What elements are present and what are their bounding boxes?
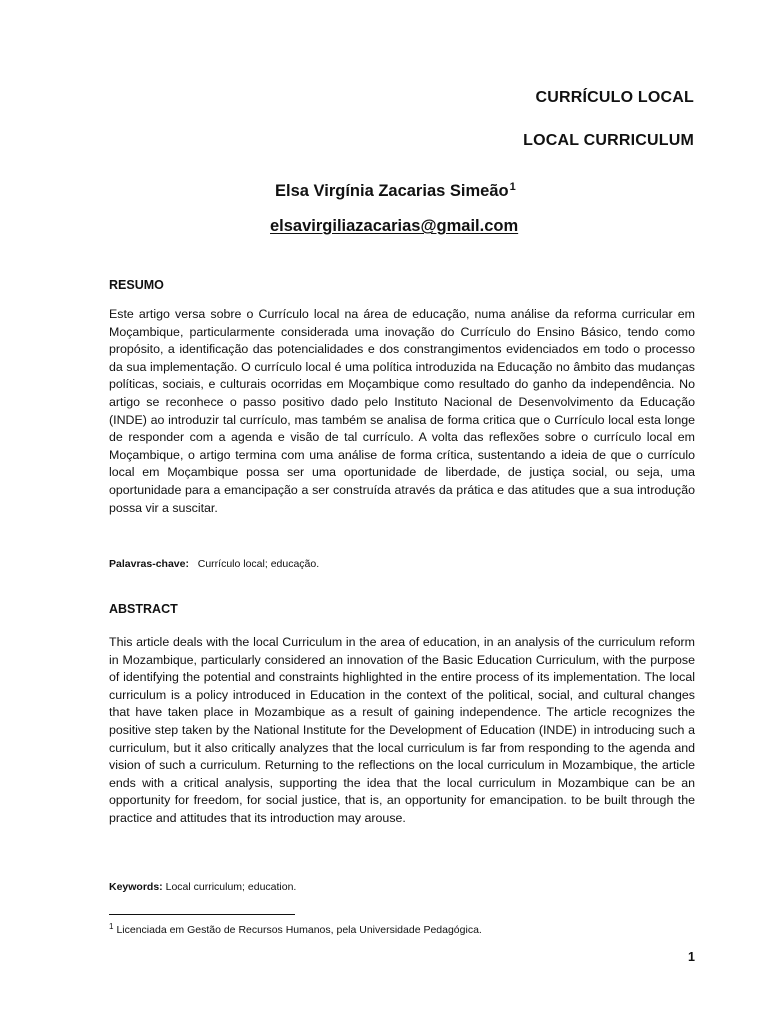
- author-name-text: Elsa Virgínia Zacarias Simeão: [275, 182, 509, 200]
- footnote-text: Licenciada em Gestão de Recursos Humanos, pela Universidade Pedagógica.: [116, 924, 482, 936]
- keywords-label: Keywords:: [109, 881, 163, 893]
- page-number: 1: [688, 950, 695, 964]
- palavras-chave-value: Currículo local; educação.: [197, 558, 320, 570]
- author-name: [275, 181, 516, 201]
- palavras-chave-label: Palavras-chave:: [109, 558, 189, 570]
- author-footnote-mark: 1: [509, 181, 516, 193]
- abstract-paragraph: This article deals with the local Curriculum in the area of education, in an analysis of the curriculum reform in Mozambique, particularly considered an innovation of the Basic Education Curriculum, with the purpose of identifying the potential and constraints highlighted in the entire process of its implementation. The local curriculum is a policy introduced in Education in the context of the political, social, and cultural changes that have taken place in Mozambique as a result of gaining independence. The article recognizes the positive step taken by the National Institute for the Development of Education (INDE) in introducing such a curriculum, but it also critically analyzes that the local curriculum is far from responding to the agenda and vision of such a curriculum. Returning to the reflections on the local curriculum in Mozambique, the article ends with a critical analysis, supporting the idea that the local curriculum in Mozambique can be an opportunity for freedom, for social justice, that is, an opportunity for emancipation. to be built through the practice and attitudes that its introduction may arouse.: [109, 635, 695, 825]
- title-portuguese: CURRÍCULO LOCAL: [535, 89, 694, 106]
- title-english: LOCAL CURRICULUM: [523, 132, 694, 149]
- footnote: [109, 922, 482, 936]
- footnote-mark: 1: [109, 922, 114, 931]
- palavras-chave: [109, 558, 319, 570]
- resumo-heading: RESUMO: [109, 278, 164, 292]
- resumo-paragraph: Este artigo versa sobre o Currículo local na área de educação, numa análise da reforma curricular em Moçambique, particularmente considerada uma inovação do Currículo do Ensino Básico, tendo como propósito, a identificação das potencialidades e dos constrangimentos evidenciados em todo o processo da sua implementação. O currículo local é uma política introduzida na Educação no âmbito das mudanças políticas, sociais, e culturais ocorridas em Moçambique como resultado do ganho da independência. No artigo se reconhece o passo positivo dado pelo Instituto Nacional de Desenvolvimento da Educação (INDE) ao introduzir tal currículo, mas também se analisa de forma critica que o Currículo local esta longe de responder com a agenda e visão de tal currículo. A volta das reflexões sobre o currículo local em Moçambique, o artigo termina com uma análise de forma crítica, sustentando a ideia de que o currículo local em Moçambique possa ser uma oportunidade de liberdade, de justiça social, ou seja, uma oportunidade para a emancipação a ser construída através da prática e das atitudes que a sua introdução possa vir a suscitar.: [109, 307, 695, 515]
- keywords-value: Local curriculum; education.: [165, 881, 297, 893]
- keywords: [109, 881, 296, 893]
- abstract-heading: ABSTRACT: [109, 602, 178, 616]
- footnote-divider: [109, 914, 295, 915]
- author-email-link[interactable]: elsavirgiliazacarias@gmail.com: [270, 217, 519, 235]
